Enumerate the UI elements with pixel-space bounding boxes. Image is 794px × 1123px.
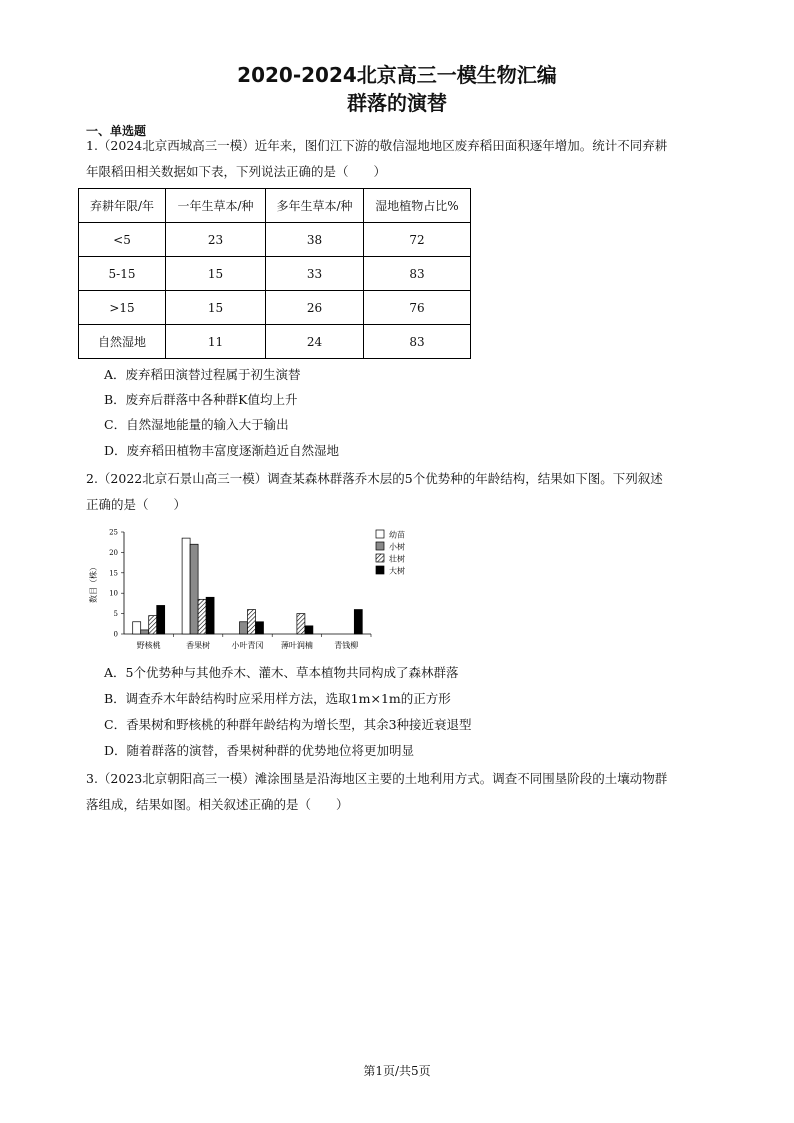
question-1-line: 年限稻田相关数据如下表，下列说法正确的是（ ）	[86, 164, 387, 179]
table-cell: 23	[166, 223, 266, 257]
table-cell: 26	[266, 291, 364, 325]
question-2-text	[86, 466, 710, 518]
bar-大树	[157, 605, 165, 634]
question-2-line: 正确的是（ ）	[86, 497, 187, 512]
table-row	[79, 291, 471, 325]
age-structure-chart	[86, 522, 416, 658]
q2-option-d: D．随着群落的演替，香果树种群的优势地位将更加明显	[104, 743, 415, 758]
question-2-line: 2.（2022北京石景山高三一模）调查某森林群落乔木层的5个优势种的年龄结构，结果如下图。下列叙述	[86, 471, 663, 486]
legend-swatch	[376, 566, 384, 574]
page-subtitle: 群落的演替	[347, 91, 447, 115]
y-tick-label: 15	[109, 569, 118, 578]
legend-swatch	[376, 530, 384, 538]
question-3-text	[86, 766, 710, 818]
table-header-row	[79, 189, 471, 223]
legend-label: 小树	[389, 542, 405, 552]
bar-大树	[256, 622, 264, 634]
legend-swatch	[376, 542, 384, 550]
x-tick-label: 香果树	[186, 641, 211, 650]
table-cell: 15	[166, 257, 266, 291]
q2-option-a: A．5个优势种与其他乔木、灌木、草本植物共同构成了森林群落	[104, 665, 459, 680]
question-3-line: 3.（2023北京朝阳高三一模）滩涂围垦是沿海地区主要的土地利用方式。调查不同围垦阶段的土壤动物群	[86, 771, 668, 786]
table-header-cell: 湿地植物占比%	[364, 189, 471, 223]
y-tick-label: 10	[109, 589, 118, 598]
q2-option-b: B．调查乔木年龄结构时应采用样方法，选取1m×1m的正方形	[104, 691, 451, 706]
y-tick-label: 20	[109, 548, 118, 557]
table-cell: 83	[364, 325, 471, 359]
table-row	[79, 325, 471, 359]
x-tick-label: 野核桃	[136, 641, 161, 650]
table-cell: 自然湿地	[79, 325, 166, 359]
bar-壮树	[297, 614, 305, 634]
bar-幼苗	[182, 538, 190, 634]
bar-小树	[240, 622, 248, 634]
bar-小树	[190, 544, 198, 634]
question-1-text	[86, 133, 710, 185]
table-cell: >15	[79, 291, 166, 325]
table-row	[79, 223, 471, 257]
data-table	[78, 188, 471, 359]
table-cell: 83	[364, 257, 471, 291]
table-header-cell: 弃耕年限/年	[79, 189, 166, 223]
page-title: 2020-2024北京高三一模生物汇编	[237, 63, 557, 87]
table-cell: 38	[266, 223, 364, 257]
table-cell: 15	[166, 291, 266, 325]
table-cell: 11	[166, 325, 266, 359]
x-tick-label: 青钱柳	[334, 641, 359, 650]
option-b: B．废弃后群落中各种群K值均上升	[104, 392, 298, 407]
y-tick-label: 25	[109, 528, 118, 537]
legend-label: 大树	[389, 566, 405, 576]
section-heading: 一、单选题	[86, 124, 147, 138]
option-c: C．自然湿地能量的输入大于输出	[104, 417, 289, 432]
table-cell: 33	[266, 257, 364, 291]
table-cell: 24	[266, 325, 364, 359]
table-cell: 76	[364, 291, 471, 325]
question-1-line: 1.（2024北京西城高三一模）近年来，图们江下游的敬信湿地地区废弃稻田面积逐年增加。统计不同弃耕	[86, 138, 668, 153]
bar-小树	[141, 630, 149, 634]
bar-幼苗	[133, 622, 141, 634]
table-header-cell: 一年生草本/种	[166, 189, 266, 223]
table-header-cell: 多年生草本/种	[266, 189, 364, 223]
y-tick-label: 0	[113, 630, 118, 639]
table-cell: <5	[79, 223, 166, 257]
bar-大树	[354, 610, 362, 634]
option-d: D．废弃稻田植物丰富度逐渐趋近自然湿地	[104, 443, 340, 458]
legend-label: 壮树	[389, 554, 405, 564]
table-cell: 72	[364, 223, 471, 257]
page-footer: 第1页/共5页	[363, 1064, 431, 1078]
y-tick-label: 5	[113, 610, 118, 619]
y-axis-label: 数目（株）	[89, 563, 98, 603]
legend-swatch	[376, 554, 384, 562]
table-cell: 5-15	[79, 257, 166, 291]
bar-壮树	[248, 610, 256, 634]
bar-大树	[305, 626, 313, 634]
x-tick-label: 薄叶润楠	[280, 641, 313, 650]
q2-option-c: C．香果树和野核桃的种群年龄结构为增长型，其余3种接近衰退型	[104, 717, 472, 732]
legend-label: 幼苗	[389, 530, 405, 540]
x-tick-label: 小叶青冈	[231, 641, 264, 650]
question-3-line: 落组成，结果如图。相关叙述正确的是（ ）	[86, 797, 349, 812]
bar-壮树	[198, 599, 206, 634]
bar-壮树	[149, 616, 157, 634]
option-a: A．废弃稻田演替过程属于初生演替	[104, 367, 301, 382]
bar-大树	[206, 597, 214, 634]
table-row	[79, 257, 471, 291]
